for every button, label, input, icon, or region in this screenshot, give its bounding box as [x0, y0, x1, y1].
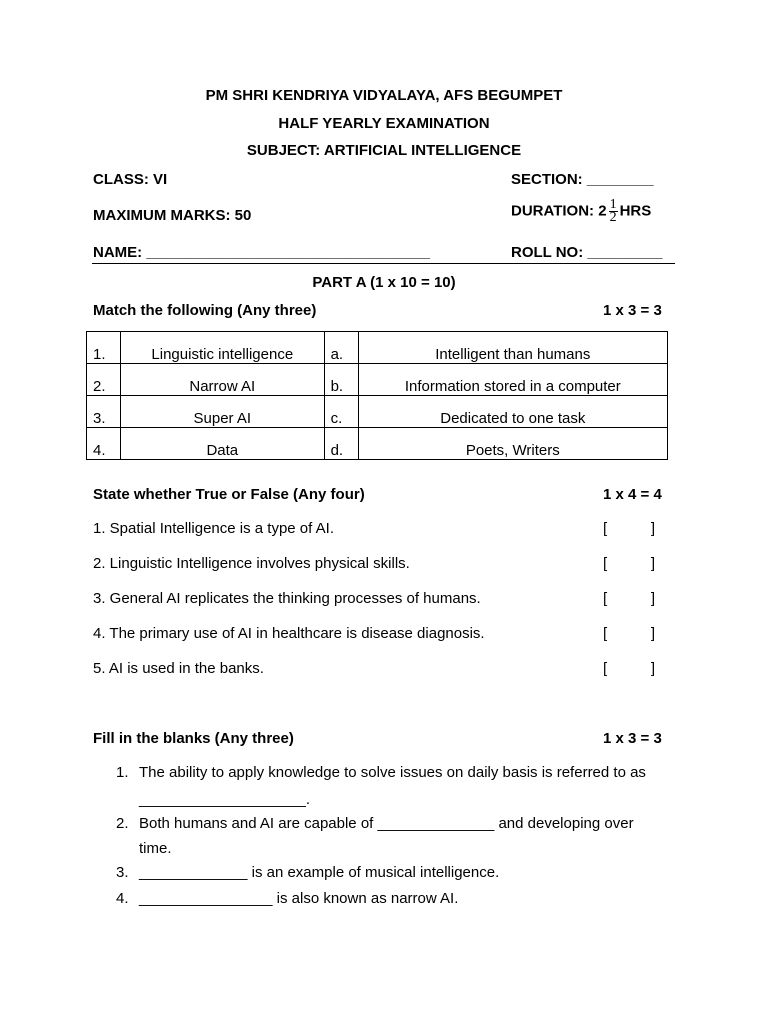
- table-row: [87, 364, 668, 396]
- list-item: The ability to apply knowledge to solve issues on daily basis is referred to as: [139, 764, 646, 781]
- option-letter: b.: [324, 364, 358, 396]
- fraction-numerator: 1: [609, 197, 617, 212]
- list-item: Both humans and AI are capable of ______________ and developing over: [139, 815, 634, 832]
- bracket-close: ]: [650, 625, 655, 642]
- section-label: SECTION: ________: [511, 171, 654, 188]
- bracket-open: [: [603, 520, 608, 537]
- part-a-title: PART A (1 x 10 = 10): [312, 274, 456, 291]
- list-item-number: 2.: [116, 815, 129, 832]
- list-item: _____________ is an example of musical intelligence.: [139, 864, 500, 881]
- option-letter: a.: [324, 332, 358, 364]
- left-term: Data: [121, 428, 325, 460]
- subject-title: SUBJECT: ARTIFICIAL INTELLIGENCE: [246, 142, 522, 159]
- row-number: 1.: [87, 332, 121, 364]
- list-item-number: 3.: [116, 864, 129, 881]
- bracket-close: ]: [650, 590, 655, 607]
- list-item-number: 1.: [116, 764, 129, 781]
- table-row: [87, 428, 668, 460]
- true-false-item: 1. Spatial Intelligence is a type of AI.: [93, 520, 334, 537]
- bracket-open: [: [603, 660, 608, 677]
- duration-fraction: [609, 199, 618, 224]
- bracket-close: ]: [650, 555, 655, 572]
- right-term: Dedicated to one task: [358, 396, 667, 428]
- row-number: 3.: [87, 396, 121, 428]
- list-item-continuation: ____________________.: [139, 791, 311, 808]
- match-table: [86, 331, 668, 460]
- table-row: [87, 396, 668, 428]
- true-false-item: 4. The primary use of AI in healthcare is disease diagnosis.: [93, 625, 485, 642]
- true-false-item: 3. General AI replicates the thinking processes of humans.: [93, 590, 481, 607]
- fraction-denominator: 2: [609, 210, 617, 225]
- true-false-marks: 1 x 4 = 4: [603, 486, 662, 503]
- max-marks-label: MAXIMUM MARKS: 50: [93, 207, 252, 224]
- match-heading: Match the following (Any three): [93, 302, 317, 319]
- bracket-open: [: [603, 555, 608, 572]
- right-term: Information stored in a computer: [358, 364, 667, 396]
- table-row: [87, 332, 668, 364]
- header-divider: [92, 263, 675, 264]
- left-term: Narrow AI: [121, 364, 325, 396]
- left-term: Linguistic intelligence: [121, 332, 325, 364]
- right-term: Poets, Writers: [358, 428, 667, 460]
- true-false-item: 5. AI is used in the banks.: [93, 660, 264, 677]
- bracket-open: [: [603, 625, 608, 642]
- fill-blanks-heading: Fill in the blanks (Any three): [93, 730, 294, 747]
- school-name: PM SHRI KENDRIYA VIDYALAYA, AFS BEGUMPET: [205, 87, 563, 104]
- row-number: 2.: [87, 364, 121, 396]
- duration-label: [511, 199, 651, 224]
- left-term: Super AI: [121, 396, 325, 428]
- true-false-item: 2. Linguistic Intelligence involves physical skills.: [93, 555, 410, 572]
- duration-prefix: DURATION: 2: [511, 202, 607, 220]
- option-letter: c.: [324, 396, 358, 428]
- name-field-label: NAME: __________________________________: [93, 244, 430, 261]
- bracket-open: [: [603, 590, 608, 607]
- exam-title: HALF YEARLY EXAMINATION: [278, 115, 490, 132]
- option-letter: d.: [324, 428, 358, 460]
- fill-blanks-marks: 1 x 3 = 3: [603, 730, 662, 747]
- bracket-close: ]: [650, 660, 655, 677]
- class-label: CLASS: VI: [93, 171, 168, 188]
- list-item-continuation: time.: [139, 840, 172, 857]
- match-marks: 1 x 3 = 3: [603, 302, 662, 319]
- duration-suffix: HRS: [619, 202, 652, 220]
- bracket-close: ]: [650, 520, 655, 537]
- roll-no-label: ROLL NO: _________: [511, 244, 663, 261]
- true-false-heading: State whether True or False (Any four): [93, 486, 365, 503]
- list-item-number: 4.: [116, 890, 129, 907]
- list-item: ________________ is also known as narrow AI.: [139, 890, 459, 907]
- row-number: 4.: [87, 428, 121, 460]
- right-term: Intelligent than humans: [358, 332, 667, 364]
